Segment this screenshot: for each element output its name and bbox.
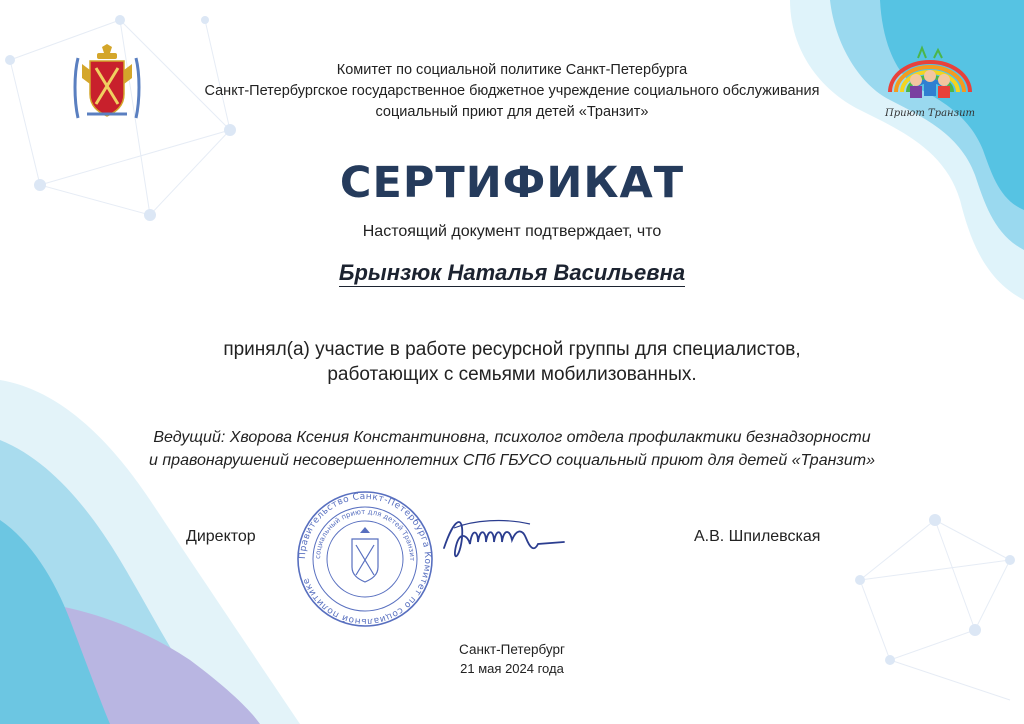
director-role: Директор (186, 528, 256, 545)
footer-city: Санкт-Петербург (459, 642, 565, 657)
header-line-3: социальный приют для детей «Транзит» (375, 104, 649, 120)
participation-line-2: работающих с семьями мобилизованных. (327, 364, 697, 385)
recipient-name: Брынзюк Наталья Васильевна (338, 260, 686, 285)
director-name: А.В. Шпилевская (694, 528, 821, 545)
header-line-2: Санкт-Петербургское государственное бюджетное учреждение социального обслуживания (204, 83, 820, 99)
director-signature-icon (434, 508, 574, 568)
participation-text (0, 337, 1024, 387)
header-organization (0, 60, 1024, 123)
header-line-1: Комитет по социальной политике Санкт-Петербурга (336, 62, 688, 78)
leader-text (0, 426, 1024, 472)
participation-line-1: принял(а) участие в работе ресурсной группы для специалистов, (223, 339, 801, 360)
recipient-name-row (0, 260, 1024, 286)
svg-text:социальный приют для детей Тра (314, 508, 416, 561)
confirmation-text: Настоящий документ подтверждает, что (362, 223, 662, 240)
certificate-title: СЕРТИФИКАТ (339, 158, 685, 208)
official-stamp-icon (290, 489, 440, 629)
footer-date: 21 мая 2024 года (460, 661, 564, 676)
leader-line-2: и правонарушений несовершеннолетних СПб ГБУСО социальный приют для детей «Транзит» (149, 452, 875, 469)
stamp-inner-text: социальный приют для детей Транзит (313, 507, 417, 562)
logo-text: Приют Транзит (884, 108, 976, 119)
leader-line-1: Ведущий: Хворова Ксения Константиновна, психолог отдела профилактики безнадзорности (153, 429, 871, 446)
stamp-outer-text: Правительство Санкт-Петербурга Комитет по социальной политике (297, 491, 433, 627)
